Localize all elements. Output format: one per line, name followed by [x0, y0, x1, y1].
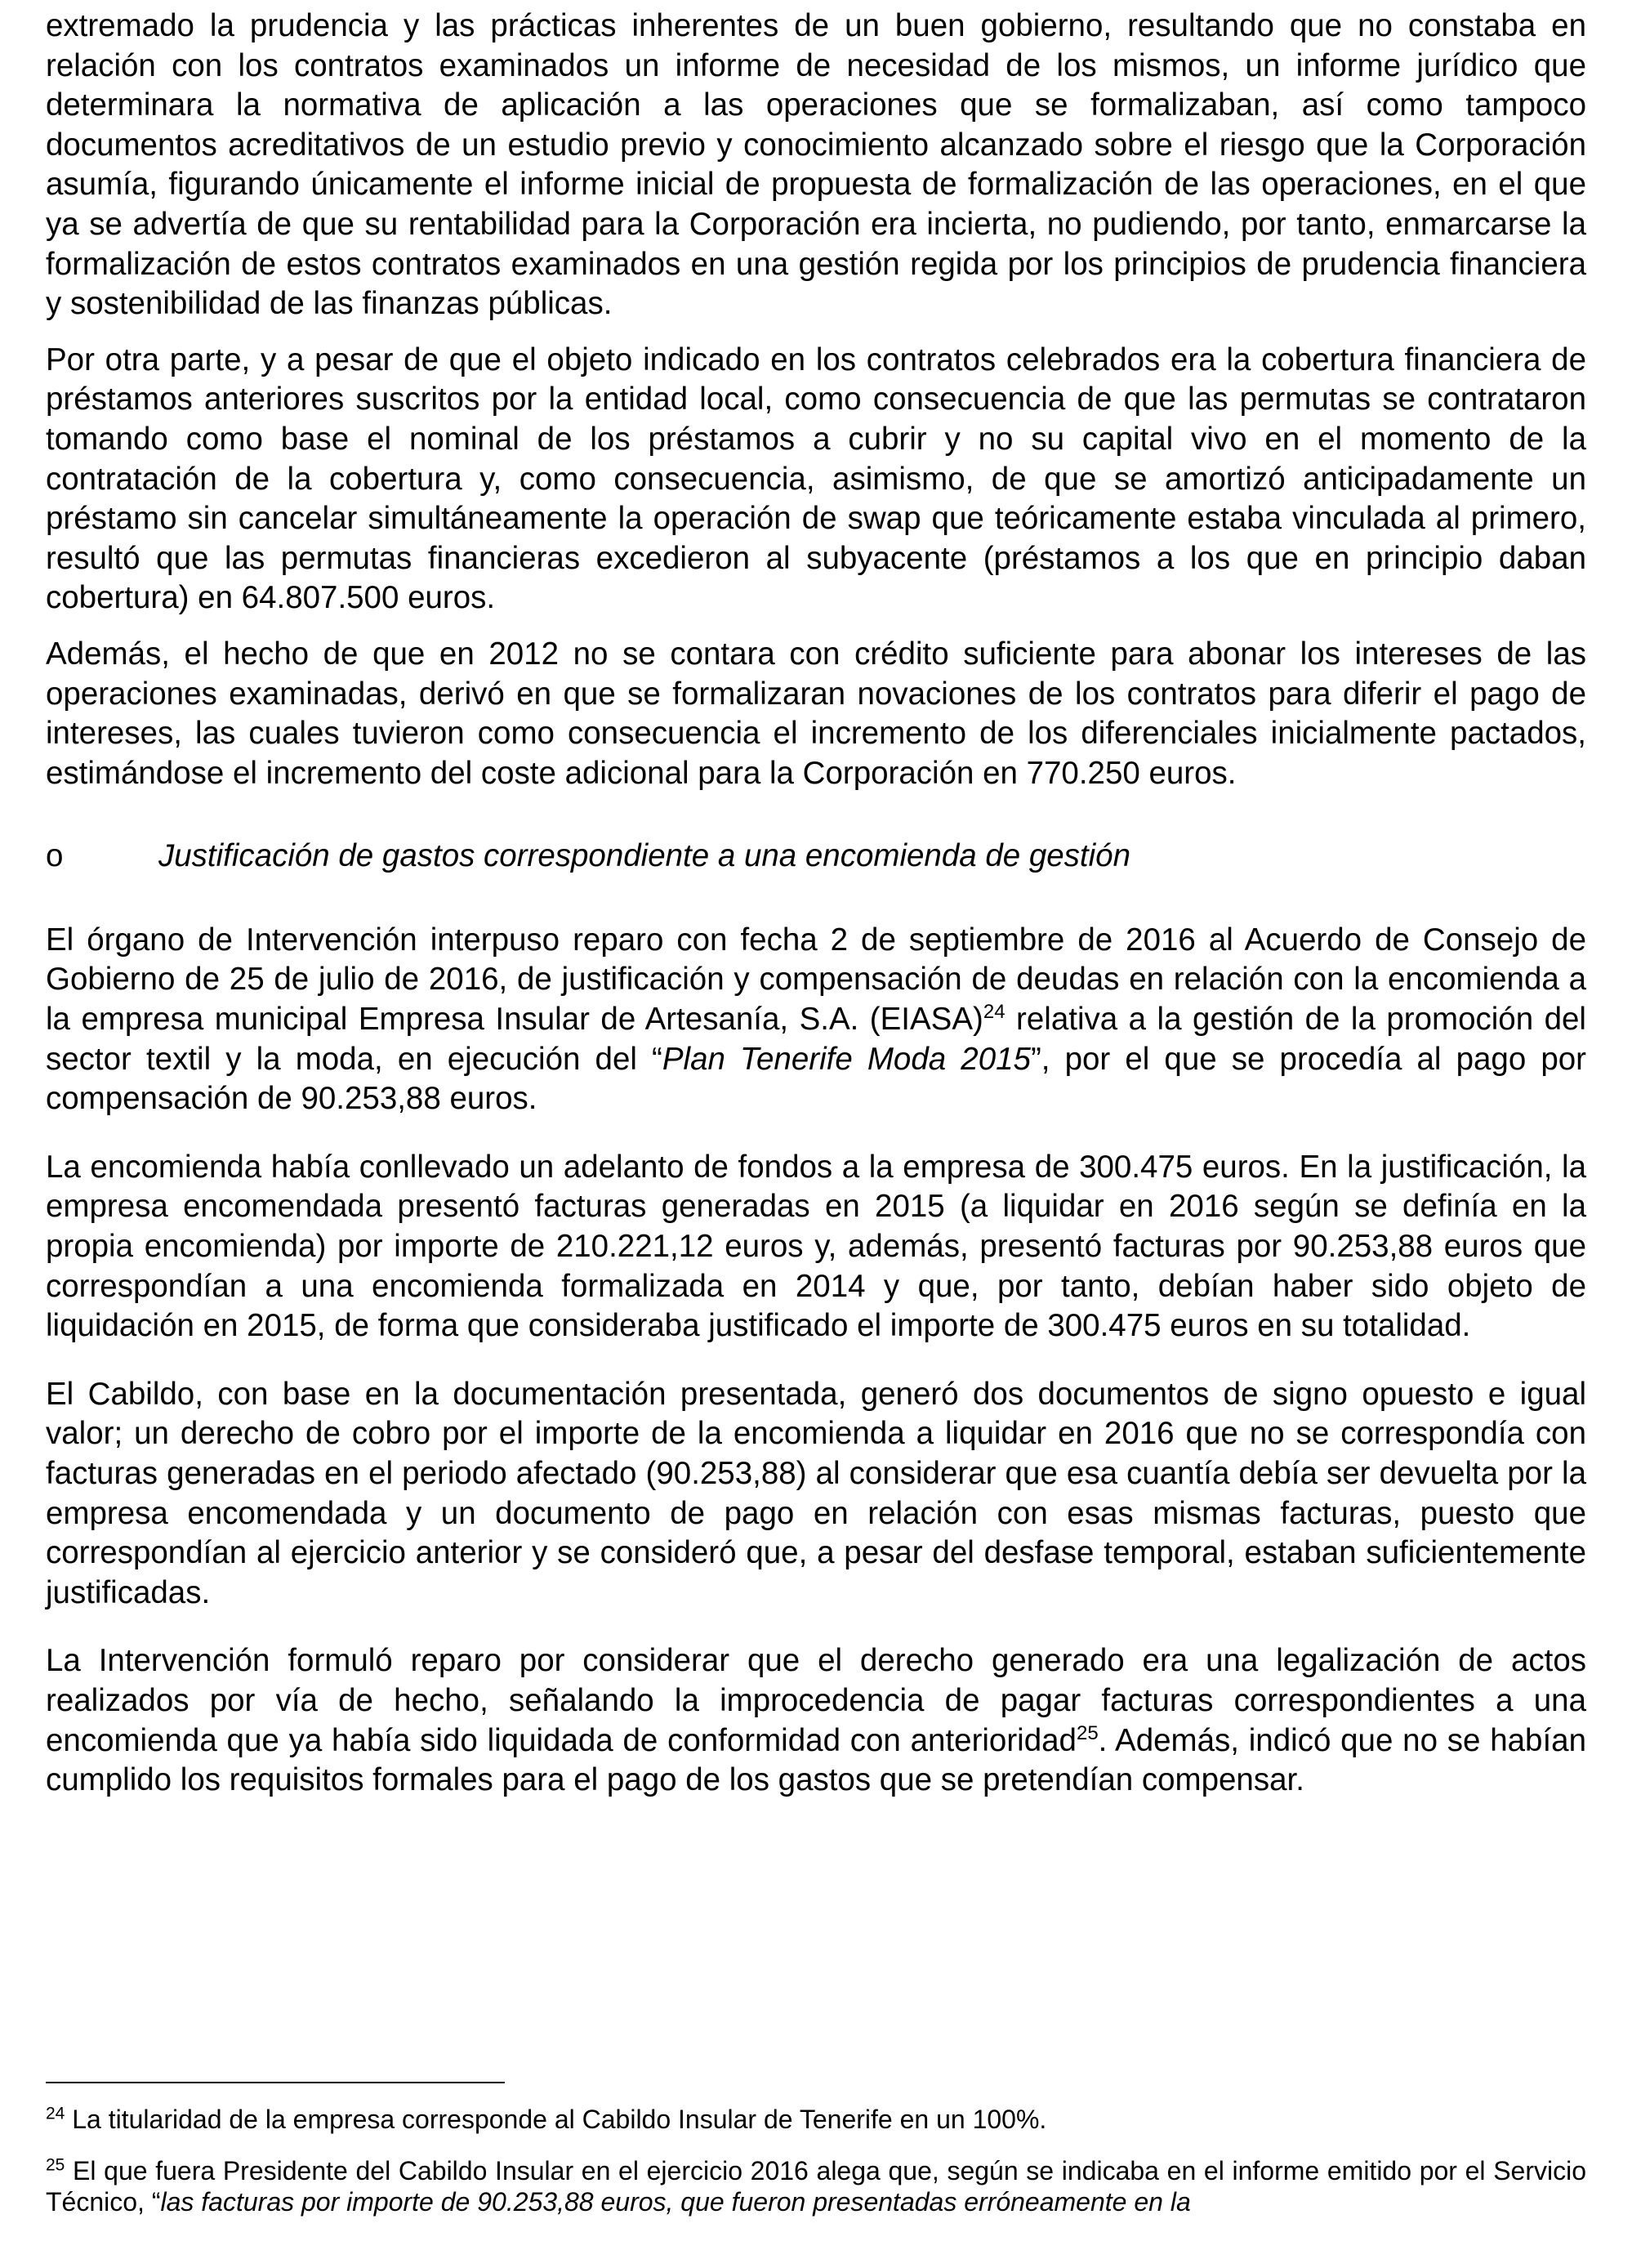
footnote-25-text: El que fuera Presidente del Cabildo Insular en el ejercicio 2016 alega que, según se indicaba en el informe emitido por el Servicio Técnico, “ — [46, 2155, 1586, 2217]
footnote-24-text: La titularidad de la empresa corresponde al Cabildo Insular de Tenerife en un 100%. — [65, 2105, 1047, 2134]
footnote-24-number: 24 — [46, 2104, 65, 2123]
paragraph-4-text-c: ”, por el que se procedía al pago por compensación de 90.253,88 euros. — [46, 1041, 1586, 1117]
bullet-marker: o — [46, 838, 64, 874]
document-body — [46, 7, 1586, 1801]
plan-name: Plan Tenerife Moda 2015 — [662, 1041, 1031, 1077]
paragraph-6: El Cabildo, con base en la documentación presentada, generó dos documentos de signo opuesto e igual valor; un derecho de cobro por el importe de la encomienda a liquidar en 2016 que no se correspondía con facturas generadas en el periodo afectado (90.253,88) al considerar que esa cuantía debía ser devuelta por la empresa encomendada y un documento de pago en relación con esas mismas facturas, puesto que correspondían al ejercicio anterior y se consideró que, a pesar del desfase temporal, estaban suficientemente justificadas. — [46, 1376, 1586, 1610]
paragraph-7-text-a: La Intervención formuló reparo por considerar que el derecho generado era una legalización de actos realizados por vía de hecho, señalando la improcedencia de pagar facturas correspondientes a una encomienda que ya había sido liquidada de conformidad con anterioridad — [46, 1643, 1586, 1758]
paragraph-2: Por otra parte, y a pesar de que el objeto indicado en los contratos celebrados era la cobertura financiera de préstamos anteriores suscritos por la entidad local, como consecuencia de que las permutas se contrataron tomando como base el nominal de los préstamos a cubrir y no su capital vivo en el momento de la contratación de la cobertura y, como consecuencia, asimismo, de que se amortizó anticipadamente un préstamo sin cancelar simultáneamente la operación de swap que teóricamente estaba vinculada al primero, resultó que las permutas financieras excedieron al subyacente (préstamos a los que en principio daban cobertura) en 64.807.500 euros. — [46, 342, 1586, 616]
footnote-separator — [46, 2082, 505, 2083]
paragraph-4-text-a: El órgano de Intervención interpuso reparo con fecha 2 de septiembre de 2016 al Acuerdo de Consejo de Gobierno de 25 de julio de 2016, de justificación y compensación de deudas en relación con la encomienda a la empresa municipal Empresa Insular de Artesanía, S.A. (EIASA) — [46, 922, 1586, 1038]
footnote-25-number: 25 — [46, 2154, 65, 2174]
footnote-25-quote: las facturas por importe de 90.253,88 euros, que fueron presentadas erróneamente en la — [160, 2187, 1191, 2217]
section-heading — [46, 837, 1586, 877]
footnote-24 — [46, 2104, 1586, 2136]
footnotes — [46, 2104, 1586, 2218]
paragraph-7 — [46, 1641, 1586, 1800]
paragraph-7-text-b: . Además, indicó que no se habían cumplido los requisitos formales para el pago de los gastos que se pretendían compensar. — [46, 1722, 1586, 1798]
section-title: Justificación de gastos correspondiente a una encomienda de gestión — [158, 838, 1131, 874]
paragraph-3: Además, el hecho de que en 2012 no se contara con crédito suficiente para abonar los intereses de las operaciones examinadas, derivó en que se formalizaran novaciones de los contratos para diferir el pago de intereses, las cuales tuvieron como consecuencia el incremento de los diferenciales inicialmente pactados, estimándose el incremento del coste adicional para la Corporación en 770.250 euros. — [46, 636, 1586, 791]
footnote-ref-25[interactable]: 25 — [1076, 1721, 1099, 1744]
paragraph-5: La encomienda había conllevado un adelanto de fondos a la empresa de 300.475 euros. En la justificación, la empresa encomendada presentó facturas generadas en 2015 (a liquidar en 2016 según se definía en la propia encomienda) por importe de 210.221,12 euros y, además, presentó facturas por 90.253,88 euros que correspondían a una encomienda formalizada en 2014 y que, por tanto, debían haber sido objeto de liquidación en 2015, de forma que consideraba justificado el importe de 300.475 euros en su totalidad. — [46, 1149, 1586, 1344]
paragraph-4-text-b: relativa a la gestión de la promoción del sector textil y la moda, en ejecución del “ — [46, 1002, 1586, 1077]
footnote-ref-24[interactable]: 24 — [983, 1001, 1006, 1024]
footnote-25 — [46, 2155, 1586, 2218]
paragraph-4 — [46, 921, 1586, 1119]
paragraph-1: extremado la prudencia y las prácticas inherentes de un buen gobierno, resultando que no constaba en relación con los contratos examinados un informe de necesidad de los mismos, un informe jurídico que determinara la normativa de aplicación a las operaciones que se formalizaban, así como tampoco documentos acreditativos de un estudio previo y conocimiento alcanzado sobre el riesgo que la Corporación asumía, figurando únicamente el informe inicial de propuesta de formalización de las operaciones, en el que ya se advertía de que su rentabilidad para la Corporación era incierta, no pudiendo, por tanto, enmarcarse la formalización de estos contratos examinados en una gestión regida por los principios de prudencia financiera y sostenibilidad de las finanzas públicas. — [46, 8, 1586, 322]
